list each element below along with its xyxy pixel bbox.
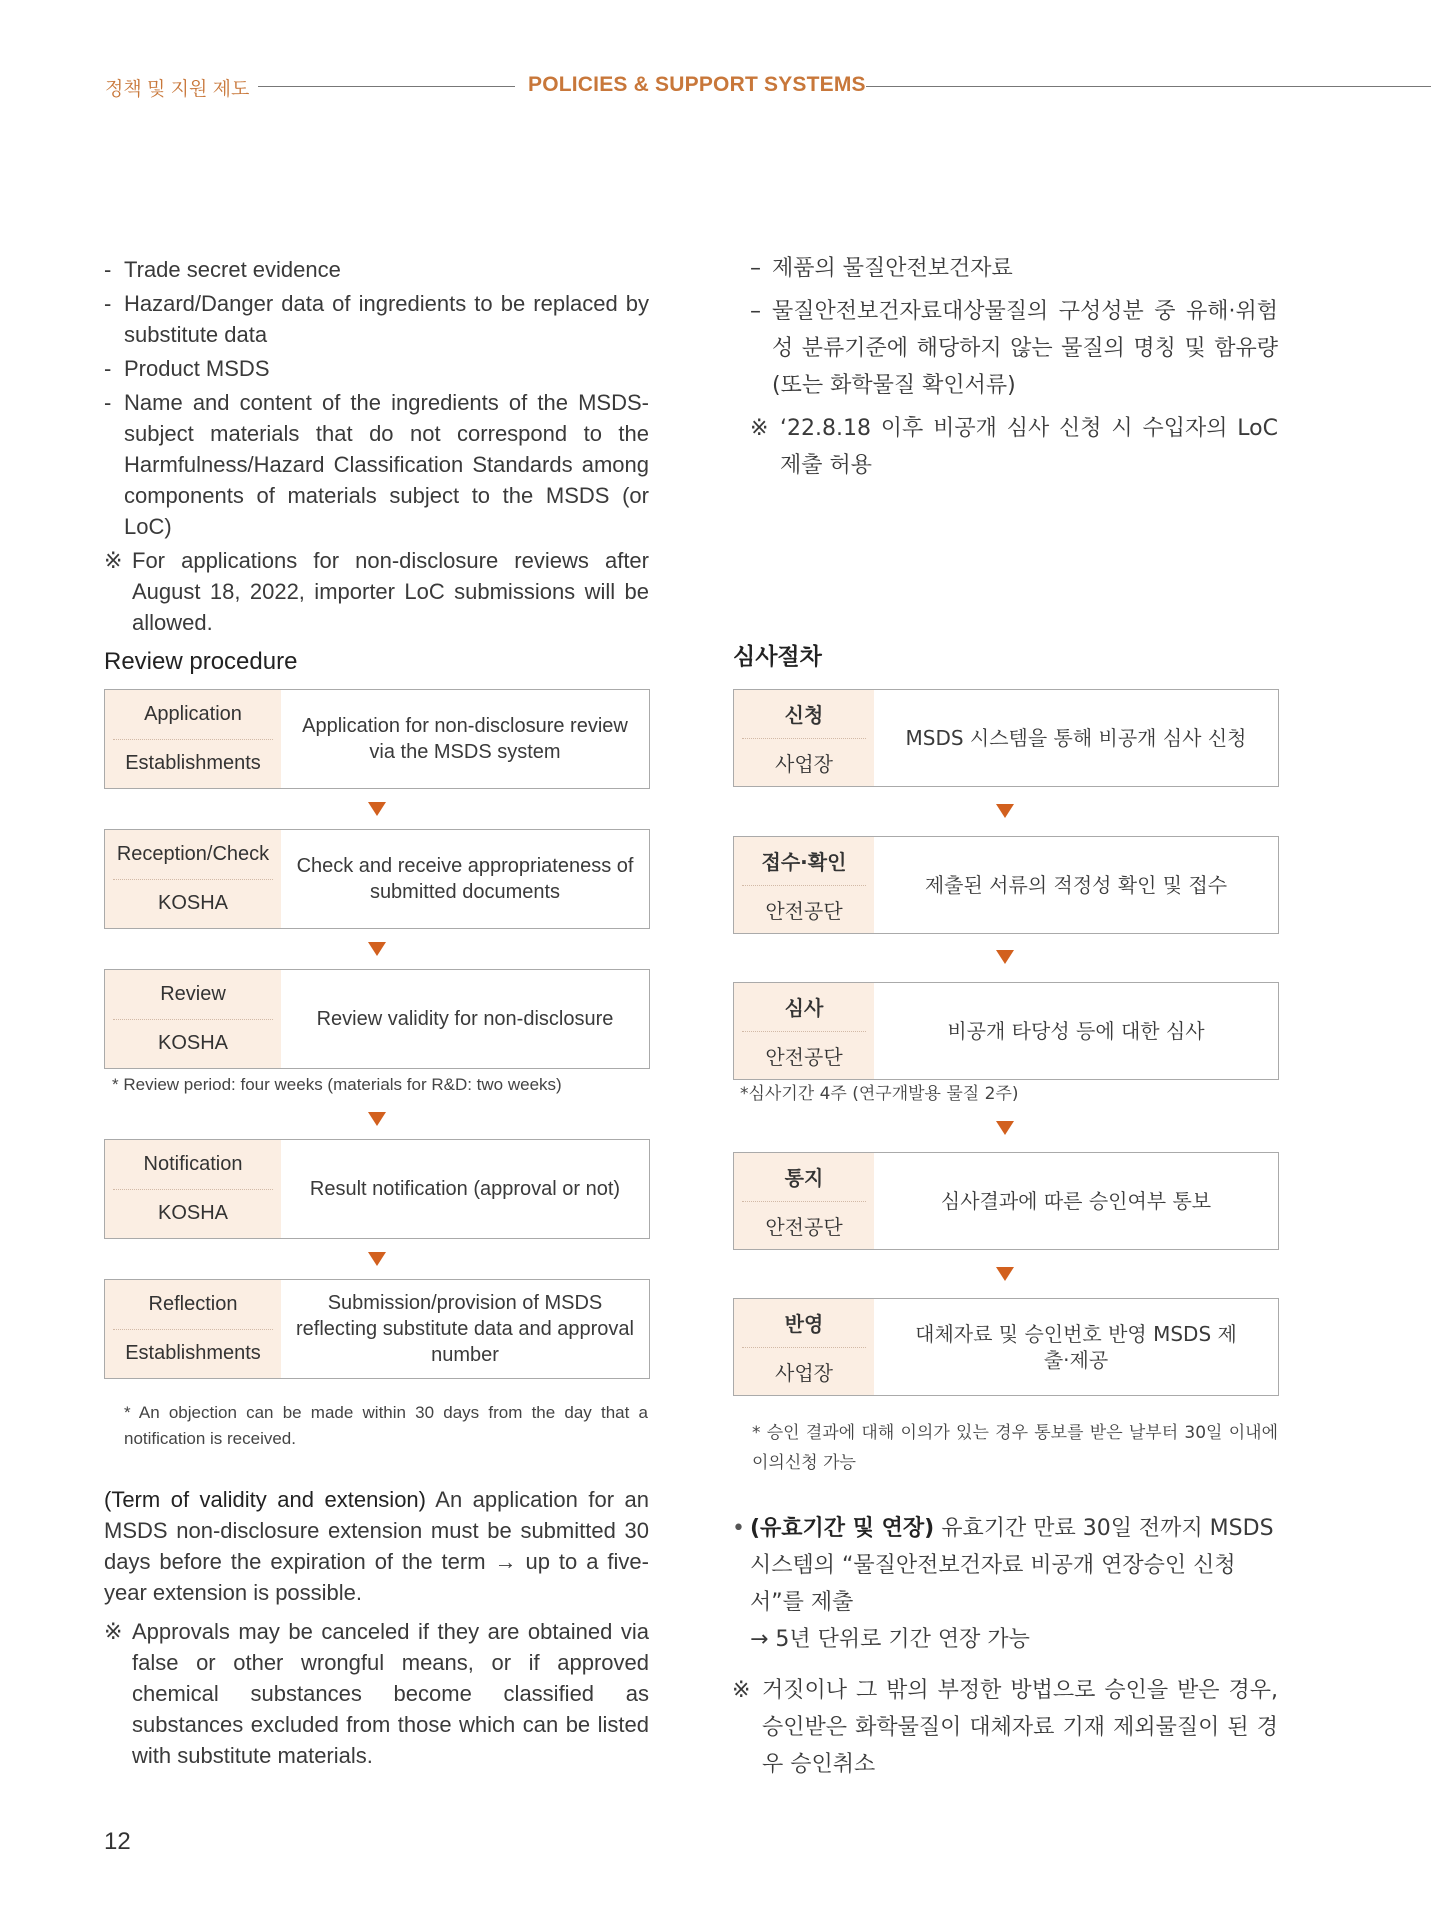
bullet-text: Product MSDS (124, 356, 270, 381)
step-org: KOSHA (157, 1032, 229, 1055)
step-label-cell (105, 830, 281, 928)
step-label: Notification (113, 1140, 273, 1190)
bullet-text: 제품의 물질안전보건자료 (772, 256, 1013, 281)
step-label: Application (113, 690, 273, 740)
en-bullet-1 (104, 254, 649, 285)
step-description: 제출된 서류의 적정성 확인 및 접수 (924, 873, 1228, 897)
en-review-period-note: * Review period: four weeks (materials for R&D: two weeks) (112, 1075, 562, 1094)
step-org: Establishments (125, 1342, 261, 1365)
en-bullet-2 (104, 288, 649, 350)
down-arrow-icon (368, 1112, 386, 1126)
note-text: ‘22.8.18 이후 비공개 심사 신청 시 수입자의 LoC 제출 허용 (780, 416, 1278, 478)
step-org: 사업장 (775, 751, 833, 776)
step-label-cell (734, 837, 874, 933)
step-description: Review validity for non-disclosure (316, 1008, 614, 1030)
validity-text: An application for an MSDS non-disclosure extension must be submitted 30 days before the expiration of the term → up to a five-year extension is possible. (104, 1487, 649, 1605)
header-rule-right (866, 86, 1431, 87)
en-step-notification (104, 1139, 650, 1239)
note-marker: ※ (750, 416, 769, 441)
step-description: Application for non-disclosure review via the MSDS system (302, 715, 628, 763)
step-label-cell (734, 690, 874, 786)
ko-note-1 (750, 410, 1278, 484)
validity-text: 유효기간 만료 30일 전까지 MSDS시스템의 “물질안전보건자료 비공개 연장승인 신청서”를 제출 (750, 1516, 1274, 1615)
step-org: 안전공단 (765, 1044, 843, 1069)
step-description: 심사결과에 따른 승인여부 통보 (940, 1189, 1212, 1213)
bullet-marker: - (104, 390, 112, 415)
note-marker: ※ (104, 1619, 123, 1644)
en-validity-block (104, 1484, 649, 1771)
en-note-1 (104, 545, 649, 638)
step-label-cell (105, 1280, 281, 1378)
bullet-text: Name and content of the ingredients of the MSDS-subject materials that do not correspond to the Harmfulness/Hazard Classification Standards among components of materials subject to the MSDS (or LoC) (124, 390, 649, 539)
en-step-review (104, 969, 650, 1069)
bullet-marker: - (104, 356, 112, 381)
en-step-application (104, 689, 650, 789)
bullet-text: 물질안전보건자료대상물질의 구성성분 중 유해·위험성 분류기준에 해당하지 않는 물질의 명칭 및 함유량 (또는 화학물질 확인서류) (772, 299, 1278, 398)
down-arrow-icon (996, 1267, 1014, 1281)
step-org: Establishments (125, 752, 261, 775)
step-label: 신청 (742, 690, 866, 739)
validity-heading: (Term of validity and extension) (104, 1487, 426, 1512)
step-label-cell (105, 690, 281, 788)
ko-procedure-title: 심사절차 (733, 644, 822, 670)
step-description: Result notification (approval or not) (309, 1178, 621, 1200)
step-label: 심사 (742, 983, 866, 1032)
down-arrow-icon (368, 942, 386, 956)
ko-bullet-2 (750, 293, 1278, 404)
page-number: 12 (104, 1828, 131, 1855)
step-label: 접수·확인 (742, 837, 866, 886)
step-label-cell (734, 1153, 874, 1249)
down-arrow-icon (368, 802, 386, 816)
header-rule-left (258, 86, 515, 87)
step-label: 통지 (742, 1153, 866, 1202)
step-label: Review (113, 970, 273, 1020)
step-org: 사업장 (775, 1360, 833, 1385)
ko-validity-block (732, 1510, 1278, 1783)
bullet-text: Trade secret evidence (124, 257, 341, 282)
en-validity-paragraph (104, 1484, 649, 1608)
en-intro-block (104, 254, 649, 638)
step-description: 대체자료 및 승인번호 반영 MSDS 제출·제공 (915, 1322, 1237, 1372)
step-label-cell (105, 970, 281, 1068)
ko-note-2 (732, 1672, 1278, 1783)
en-objection-note: * An objection can be made within 30 days from the day that a notification is received. (124, 1403, 648, 1448)
step-description: Submission/provision of MSDS reflecting substitute data and approval number (296, 1292, 634, 1366)
en-bullet-4 (104, 387, 649, 542)
bullet-marker: – (750, 299, 761, 324)
down-arrow-icon (368, 1252, 386, 1266)
note-text: 거짓이나 그 밖의 부정한 방법으로 승인을 받은 경우, 승인받은 화학물질이 대체자료 기재 제외물질이 된 경우 승인취소 (762, 1678, 1278, 1777)
bullet-marker: - (104, 257, 112, 282)
step-org: KOSHA (157, 892, 229, 915)
ko-review-period-note: *심사기간 4주 (연구개발용 물질 2주) (740, 1084, 1019, 1104)
ko-step-review (733, 982, 1279, 1080)
bullet-text: Hazard/Danger data of ingredients to be replaced by substitute data (124, 291, 649, 347)
header-section-en: POLICIES & SUPPORT SYSTEMS (528, 73, 866, 96)
ko-step-notification (733, 1152, 1279, 1250)
bullet-marker: - (104, 291, 112, 316)
note-text: Approvals may be canceled if they are obtained via false or other wrongful means, or if approved chemical substances become classified as substances excluded from those which can be listed with substitute materials. (132, 1619, 649, 1768)
step-description: Check and receive appropriateness of submitted documents (296, 855, 634, 903)
ko-step-application (733, 689, 1279, 787)
validity-result: → 5년 단위로 기간 연장 가능 (750, 1627, 1030, 1652)
ko-validity-paragraph (732, 1510, 1278, 1658)
note-marker: ※ (104, 548, 123, 573)
step-org: 안전공단 (765, 898, 843, 923)
en-note-2 (104, 1616, 649, 1771)
step-label-cell (105, 1140, 281, 1238)
en-procedure-title: Review procedure (104, 648, 298, 675)
step-org: 안전공단 (765, 1214, 843, 1239)
ko-intro-block (750, 250, 1278, 484)
en-step-reception (104, 829, 650, 929)
down-arrow-icon (996, 950, 1014, 964)
validity-heading: (유효기간 및 연장) (750, 1516, 935, 1541)
note-marker: ※ (732, 1678, 751, 1703)
down-arrow-icon (996, 1121, 1014, 1135)
step-label-cell (734, 1299, 874, 1395)
step-label: 반영 (742, 1299, 866, 1348)
step-label: Reception/Check (113, 830, 273, 880)
en-step-reflection (104, 1279, 650, 1379)
step-description: 비공개 타당성 등에 대한 심사 (947, 1019, 1205, 1043)
ko-bullet-1 (750, 250, 1278, 287)
ko-step-reflection (733, 1298, 1279, 1396)
step-label-cell (734, 983, 874, 1079)
note-text: For applications for non-disclosure reviews after August 18, 2022, importer LoC submissions will be allowed. (132, 548, 649, 635)
down-arrow-icon (996, 804, 1014, 818)
ko-step-reception (733, 836, 1279, 934)
en-bullet-3 (104, 353, 649, 384)
step-org: KOSHA (157, 1202, 229, 1225)
bullet-marker: – (750, 256, 761, 281)
header-section-ko: 정책 및 지원 제도 (105, 79, 250, 100)
bullet-dot-icon: • (732, 1516, 745, 1541)
ko-objection-note: * 승인 결과에 대해 이의가 있는 경우 통보를 받은 날부터 30일 이내에 이의신청 가능 (752, 1423, 1278, 1473)
step-description: MSDS 시스템을 통해 비공개 심사 신청 (905, 726, 1247, 750)
step-label: Reflection (113, 1280, 273, 1330)
